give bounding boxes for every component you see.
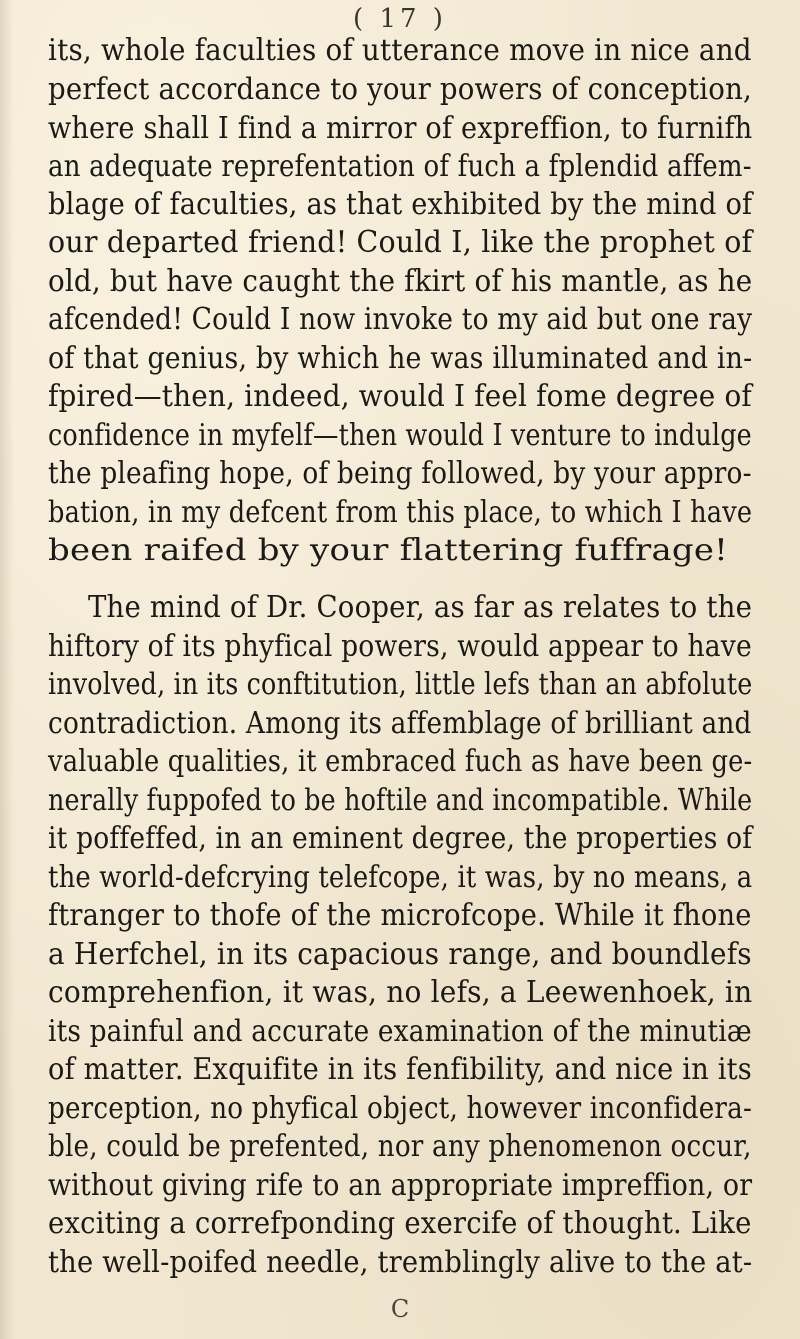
text-line: The mind of Dr. Cooper, as far as relates to the	[88, 590, 753, 624]
text-line: perception, no phyfical object, however inconfidera-	[48, 1091, 752, 1125]
text-line: our departed friend! Could I, like the prophet of	[48, 225, 753, 259]
text-line: old, but have caught the fkirt of his mantle, as he	[48, 264, 753, 298]
text-line: involved, in its conftitution, little lefs than an abfolute	[48, 667, 753, 701]
text-line: fpired—then, indeed, would I feel fome degree of	[48, 379, 752, 413]
text-line: nerally fuppofed to be hoftile and incompatible. While	[48, 783, 753, 817]
text-line: without giving rife to an appropriate impreffion, or	[48, 1168, 753, 1202]
text-line: of that genius, by which he was illuminated and in-	[48, 341, 753, 375]
text-line: been raifed by your flattering fuffrage!	[48, 533, 729, 567]
page-gutter-shadow	[0, 0, 14, 1339]
text-line: ftranger to thofe of the microfcope. While it fhone	[48, 898, 752, 932]
text-line: its, whole faculties of utterance move in nice and	[48, 33, 752, 67]
page-number-header: ( 17 )	[353, 4, 447, 34]
text-line: of matter. Exquifite in its fenfibility, and nice in its	[48, 1052, 752, 1086]
text-line: the world-defcrying telefcope, it was, by no means, a	[48, 860, 753, 894]
text-line: hiftory of its phyfical powers, would appear to have	[48, 629, 752, 663]
text-line: confidence in myfelf—then would I venture to indulge	[48, 418, 752, 452]
text-line: bation, in my defcent from this place, to which I have	[48, 495, 753, 529]
text-line: where shall I find a mirror of expreffion, to furnifh	[48, 111, 753, 145]
text-line: its painful and accurate examination of the minutiæ	[48, 1014, 752, 1048]
text-line: exciting a correfponding exercife of thought. Like	[48, 1206, 752, 1240]
text-line: contradiction. Among its affemblage of brilliant and	[48, 706, 752, 740]
text-line: blage of faculties, as that exhibited by the mind of	[48, 187, 753, 221]
text-line: comprehenfion, it was, no lefs, a Leewenhoek, in	[48, 975, 753, 1009]
text-line: an adequate reprefentation of fuch a fplendid affem-	[48, 149, 752, 183]
text-line: ble, could be prefented, nor any phenomenon occur,	[48, 1129, 752, 1163]
text-line: the well-poifed needle, tremblingly alive to the at-	[48, 1245, 753, 1279]
text-line: valuable qualities, it embraced fuch as have been ge-	[48, 744, 753, 778]
text-line: perfect accordance to your powers of conception,	[48, 72, 752, 106]
text-line: a Herfchel, in its capacious range, and boundlefs	[48, 937, 752, 971]
signature-mark: C	[390, 1295, 410, 1323]
text-line: it poffeffed, in an eminent degree, the properties of	[48, 821, 753, 855]
text-line: the pleafing hope, of being followed, by your appro-	[48, 456, 752, 490]
text-line: afcended! Could I now invoke to my aid but one ray	[48, 302, 753, 336]
